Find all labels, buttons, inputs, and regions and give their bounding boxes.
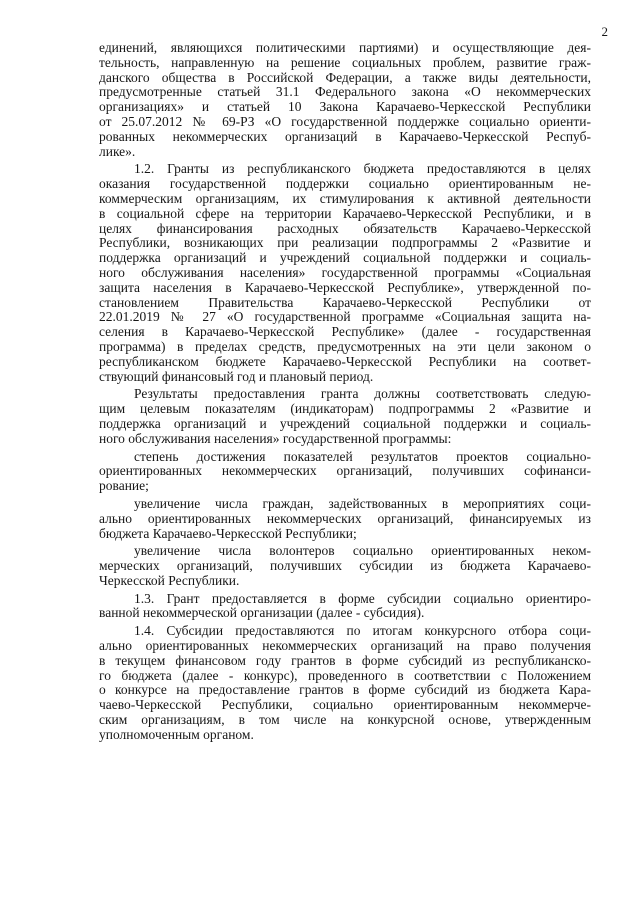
text-line: го бюджета (далее - конкурс), проведенного в соответствии с Положением [99,667,591,683]
text-line: рованных некоммерческих организаций в Карачаево-Черкесской Респуб- [99,128,591,144]
text-line: организациях» и статьей 10 Закона Карачаево-Черкесской Республики [99,99,591,115]
text-line: республиканском бюджете Карачаево-Черкесской Республики на соответ- [99,353,591,369]
text-line: Результаты предоставления гранта должны соответствовать следую- [134,386,591,402]
text-line: коммерческим организациям, их стимулирования к активной деятельности [99,190,591,206]
text-line: ориентированных некоммерческих организаций, получивших софинанси- [99,463,591,479]
text-line: поддержка организаций и учреждений социальной поддержки и социаль- [99,415,591,431]
text-line: уполномоченным органом. [99,726,254,742]
text-line: лике». [99,143,136,159]
text-line: поддержка организаций и учреждений социальной поддержки и социаль- [99,250,591,266]
text-line: рование; [99,478,149,494]
text-line: единений, являющихся политическими партиями) и осуществляющие дея- [99,40,591,55]
text-line: селения в Карачаево-Черкесской Республике» (далее - государственная [99,324,591,340]
text-line: предусмотренные статьей 31.1 Федерального закона «О некоммерческих [99,84,591,100]
text-line: программа) в пределах средств, предусмотренных на эти цели законом о [99,338,591,354]
text-line: целях финансирования расходных обязательств Карачаево-Черкесской [99,220,591,236]
text-line: 22.01.2019 № 27 «О государственной программе «Социальная защита на- [99,309,591,325]
text-line: бюджета Карачаево-Черкесской Республики; [99,525,357,541]
text-line: защита населения в Карачаево-Черкесской Республике», утвержденной по- [99,279,591,295]
text-line: увеличение числа граждан, задействованных в мероприятиях соци- [134,495,591,511]
text-line: в социальной сфере на территории Карачаево-Черкесской Республики, и в [99,205,591,221]
text-line: 1.3. Грант предоставляется в форме субсидии социально ориентиро- [134,590,591,606]
text-line: щим целевым показателям (индикаторам) подпрограммы 2 «Развитие и [99,401,591,417]
text-line: данского общества в Российской Федерации, а также виды деятельности, [99,69,591,85]
text-line: ного обслуживания населения» государственной программы «Социальная [99,264,591,280]
text-line: тельность, направленную на решение социальных проблем, развитие граж- [99,54,591,70]
text-line: 1.4. Субсидии предоставляются по итогам конкурсного отбора соци- [134,623,591,639]
text-line: мерческих организаций, получивших субсидии из бюджета Карачаево- [99,558,591,574]
text-line: Черкесской Республики. [99,572,240,588]
text-line: ствующий финансовый год и плановый период. [99,368,374,384]
text-line: чаево-Черкесской Республики, социально ориентированным некоммерче- [99,697,591,713]
text-line: 1.2. Гранты из республиканского бюджета предоставляются в целях [134,161,591,177]
text-line: ским организациям, в том числе на конкурсной основе, утвержденным [99,712,591,728]
text-line: о конкурсе на предоставление грантов в форме субсидий из бюджета Кара- [99,682,591,698]
text-line: увеличение числа волонтеров социально ориентированных неком- [134,543,591,559]
text-line: ально ориентированных некоммерческих организаций на право получения [99,638,591,654]
text-line: в текущем финансовом году грантов в форме субсидий из республиканско- [99,652,591,668]
text-line: ванной некоммерческой организации (далее - субсидия). [99,605,425,621]
document-body [99,41,591,743]
page-number: 2 [601,24,608,39]
text-line: оказания государственной поддержки социально ориентированным не- [99,176,591,192]
text-line: становлением Правительства Карачаево-Черкесской Республики от [99,294,591,310]
text-line: ного обслуживания населения» государственной программы: [99,430,452,446]
text-line: от 25.07.2012 № 69-РЗ «О государственной поддержке социально ориенти- [99,113,591,129]
text-line: Республики, возникающих при реализации подпрограммы 2 «Развитие и [99,235,591,251]
text-line: степень достижения показателей результатов проектов социально- [134,448,591,464]
text-line: ально ориентированных некоммерческих организаций, финансируемых из [99,510,591,526]
